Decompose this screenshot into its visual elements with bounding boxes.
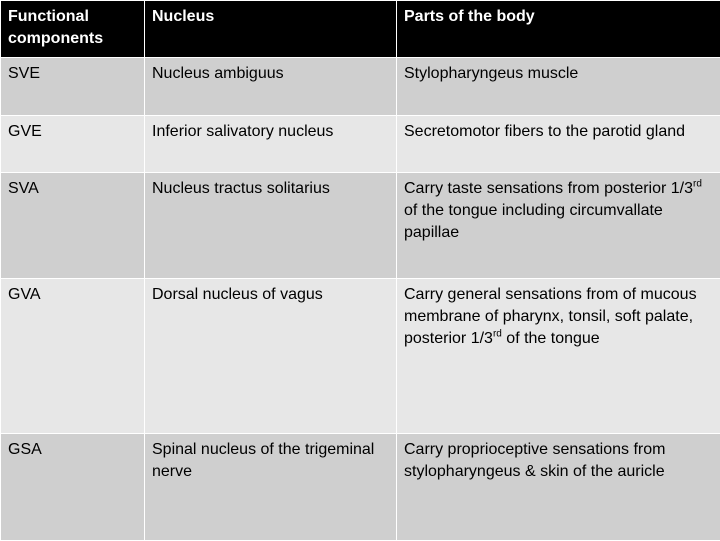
table-row (1, 58, 720, 116)
cell-parts: Carry proprioceptive sensations from stylopharyngeus & skin of the auricle (397, 434, 720, 541)
cell-component: GVA (1, 279, 145, 434)
cell-parts: Secretomotor fibers to the parotid gland (397, 116, 720, 173)
cell-parts-text: Carry taste sensations from posterior 1/3 (404, 180, 693, 197)
cell-parts-text: Carry general sensations from of mucous membrane of pharynx, tonsil, soft palate, posterior 1/3 (404, 286, 697, 347)
cell-parts (397, 279, 720, 434)
cell-parts: Stylopharyngeus muscle (397, 58, 720, 116)
header-parts-of-body: Parts of the body (397, 1, 720, 58)
header-functional-components: Functional components (1, 1, 145, 58)
cell-nucleus: Inferior salivatory nucleus (145, 116, 397, 173)
cell-nucleus: Nucleus tractus solitarius (145, 173, 397, 279)
cell-component: GSA (1, 434, 145, 541)
header-nucleus: Nucleus (145, 1, 397, 58)
cell-parts-text-end: of the tongue including circumvallate papillae (404, 202, 663, 241)
cell-parts-text-end: of the tongue (502, 330, 600, 347)
cell-component: GVE (1, 116, 145, 173)
cell-nucleus: Nucleus ambiguus (145, 58, 397, 116)
cell-component: SVE (1, 58, 145, 116)
table-header-row (1, 1, 720, 58)
superscript: rd (493, 329, 502, 340)
superscript: rd (693, 179, 702, 190)
table-row (1, 279, 720, 434)
cell-nucleus: Dorsal nucleus of vagus (145, 279, 397, 434)
table-row (1, 434, 720, 541)
cell-nucleus: Spinal nucleus of the trigeminal nerve (145, 434, 397, 541)
table-row (1, 173, 720, 279)
cell-parts (397, 173, 720, 279)
cell-component: SVA (1, 173, 145, 279)
table-row (1, 116, 720, 173)
